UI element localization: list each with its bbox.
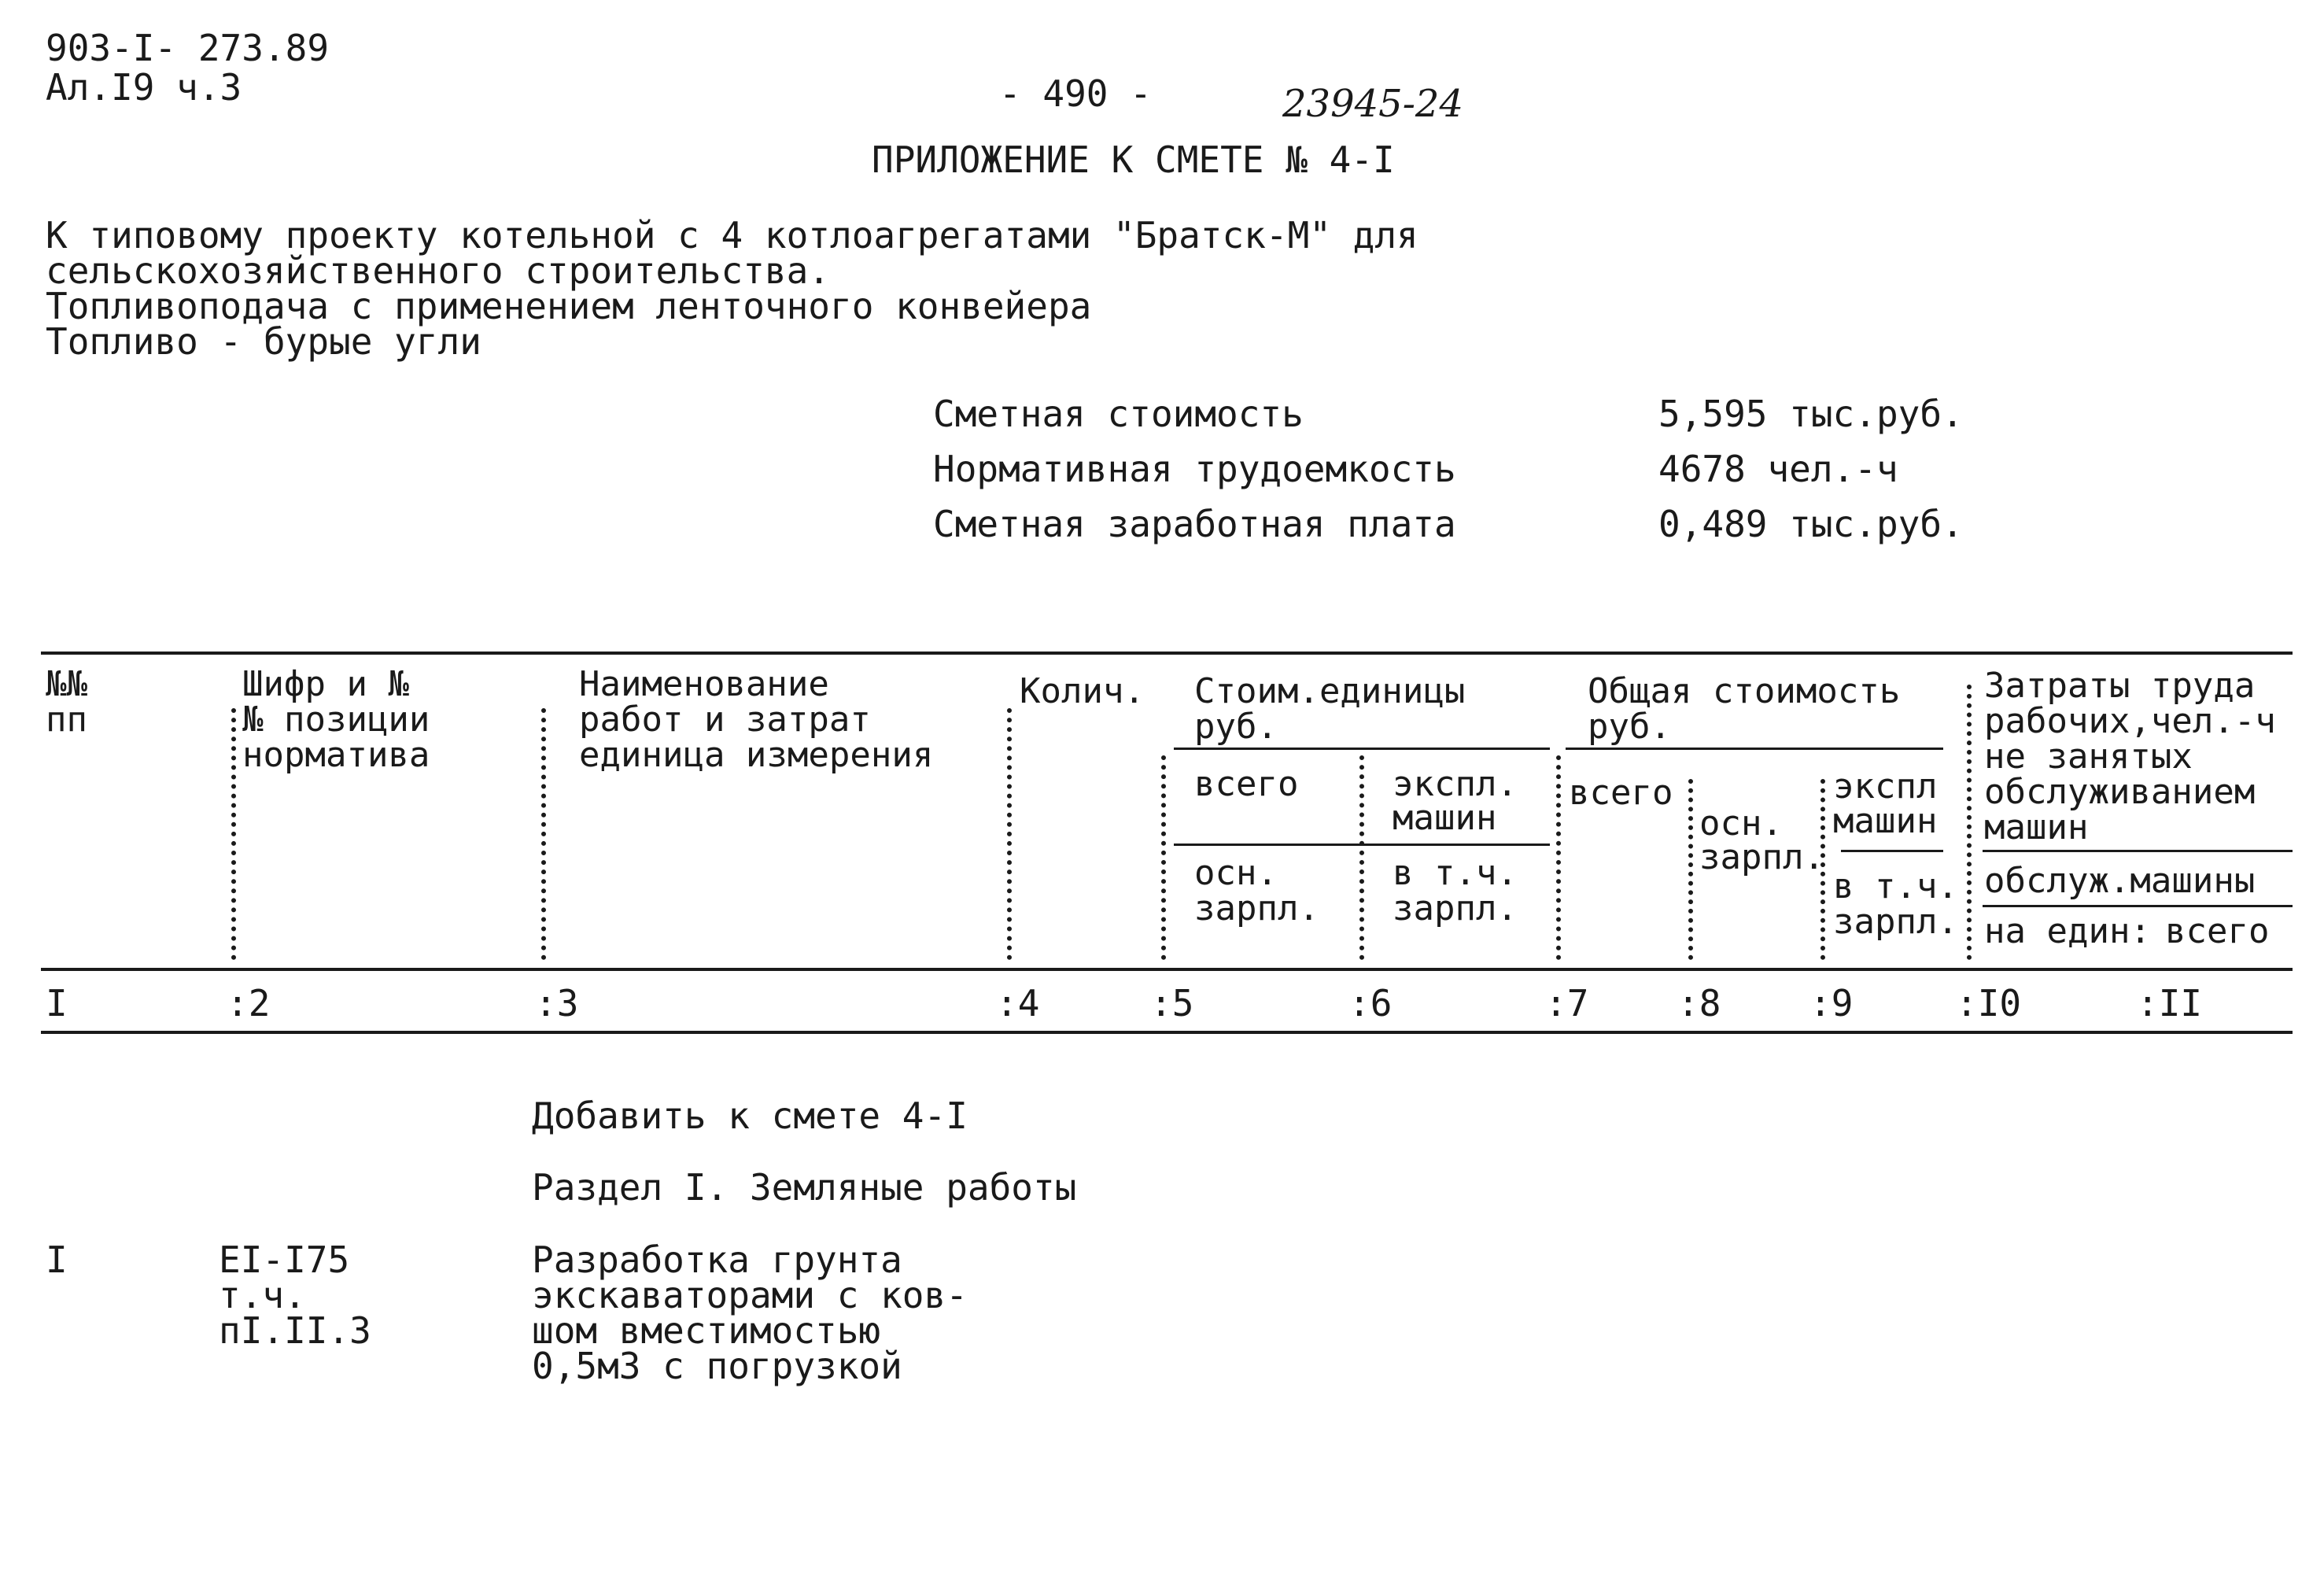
total-sub-rule	[1841, 850, 1943, 852]
colnum-9: :9	[1809, 982, 1854, 1024]
hdr-labor-3: не занятых	[1984, 736, 2193, 777]
hdr-unit-cost-2: руб.	[1194, 707, 1278, 747]
document-title: ПРИЛОЖЕНИЕ К СМЕТЕ № 4-I	[872, 138, 1395, 181]
hdr-total-all: всего	[1569, 773, 1673, 813]
hdr-unit-wage-2: зарпл.	[1194, 888, 1319, 928]
header-bottom-rule	[41, 968, 2293, 971]
album-ref: Ал.I9 ч.3	[46, 66, 242, 109]
hdr-labor-service: обслуж.машины	[1984, 861, 2256, 901]
labor-rule-1	[1983, 850, 2293, 852]
hdr-labor-per-unit: на един:	[1984, 911, 2151, 951]
intro-line-4: Топливо - бурые угли	[46, 320, 481, 363]
hdr-name-2: работ и затрат	[579, 700, 871, 740]
hdr-num-1: №№	[46, 664, 87, 704]
total-cost-rule	[1566, 748, 1943, 750]
hdr-labor-total: всего	[2165, 911, 2270, 951]
hdr-unit-total: всего	[1194, 764, 1299, 804]
row-number: I	[46, 1239, 68, 1281]
hdr-total-incl-2: зарпл.	[1833, 902, 1958, 942]
hdr-unit-incl-2: зарпл.	[1393, 888, 1518, 928]
hdr-code-2: № позиции	[242, 700, 430, 740]
colnum-6: :6	[1348, 982, 1393, 1024]
col-sep-2	[231, 708, 236, 960]
unit-cost-rule	[1174, 748, 1550, 750]
hdr-total-machine-2: машин	[1833, 801, 1938, 841]
hdr-num-2: пп	[46, 700, 87, 740]
hdr-total-wage-1: осн.	[1699, 803, 1783, 844]
colnum-5: :5	[1150, 982, 1194, 1024]
colnum-10: :I0	[1956, 982, 2022, 1024]
summary-value-cost: 5,595 тыс.руб.	[1658, 393, 1964, 435]
col-sep-3	[541, 708, 546, 960]
hdr-total-machine-1: экспл	[1833, 766, 1938, 807]
colnum-7: :7	[1545, 982, 1589, 1024]
colnum-1: I	[46, 982, 68, 1024]
labor-rule-2	[1983, 905, 2293, 907]
section-title: Раздел I. Земляные работы	[532, 1166, 1077, 1209]
intro-line-3: Топливоподача с применением ленточного конвейера	[46, 285, 1092, 327]
hdr-total-cost-1: Общая стоимость	[1588, 671, 1901, 711]
col-sep-5	[1161, 755, 1166, 960]
hdr-name-1: Наименование	[579, 664, 829, 704]
hdr-qty: Колич.	[1020, 671, 1145, 711]
colnum-2: :2	[227, 982, 271, 1024]
page-number: - 490 -	[999, 72, 1152, 115]
hdr-unit-wage-1: осн.	[1194, 853, 1278, 893]
row-code-3: пI.II.3	[219, 1309, 371, 1352]
add-note: Добавить к смете 4-I	[532, 1095, 968, 1137]
colnum-3: :3	[535, 982, 579, 1024]
row-code-2: т.ч.	[219, 1274, 306, 1316]
colnum-bottom-rule	[41, 1031, 2293, 1034]
hdr-total-wage-2: зарпл.	[1699, 837, 1824, 877]
hdr-code-1: Шифр и №	[242, 664, 409, 704]
row-name-3: шом вместимостью	[532, 1309, 881, 1352]
summary-label-cost: Сметная стоимость	[933, 393, 1304, 435]
summary-value-labor: 4678 чел.-ч	[1658, 448, 1898, 490]
col-sep-8	[1688, 779, 1693, 960]
col-sep-4	[1007, 708, 1012, 960]
col-sep-10	[1967, 685, 1972, 960]
row-name-1: Разработка грунта	[532, 1239, 902, 1281]
colnum-8: :8	[1677, 982, 1721, 1024]
handwritten-number: 23945-24	[1282, 82, 1463, 126]
row-code-1: EI-I75	[219, 1239, 350, 1281]
hdr-unit-machine-1: экспл.	[1393, 764, 1518, 804]
colnum-4: :4	[996, 982, 1040, 1024]
col-sep-6	[1359, 755, 1364, 960]
hdr-code-3: норматива	[242, 735, 430, 775]
hdr-labor-2: рабочих,чел.-ч	[1984, 701, 2276, 741]
row-name-2: экскаваторами с ков-	[532, 1274, 968, 1316]
summary-value-wage: 0,489 тыс.руб.	[1658, 503, 1964, 545]
colnum-11: :II	[2137, 982, 2203, 1024]
hdr-unit-cost-1: Стоим.единицы	[1194, 671, 1466, 711]
col-sep-7	[1556, 755, 1561, 960]
hdr-unit-machine-2: машин	[1393, 798, 1497, 838]
hdr-total-cost-2: руб.	[1588, 707, 1671, 747]
hdr-labor-5: машин	[1984, 807, 2089, 847]
table-top-rule	[41, 652, 2293, 655]
summary-label-labor: Нормативная трудоемкость	[933, 448, 1456, 490]
document-code: 903-I- 273.89	[46, 27, 330, 69]
hdr-unit-incl-1: в т.ч.	[1393, 853, 1518, 893]
intro-line-2: сельскохозяйственного строительства.	[46, 249, 830, 292]
row-name-4: 0,5м3 с погрузкой	[532, 1345, 902, 1387]
intro-line-1: К типовому проекту котельной с 4 котлоагрегатами "Братск-М" для	[46, 214, 1418, 257]
hdr-total-incl-1: в т.ч.	[1833, 866, 1958, 906]
hdr-name-3: единица измерения	[579, 735, 934, 775]
hdr-labor-1: Затраты труда	[1984, 666, 2256, 706]
hdr-labor-4: обслуживанием	[1984, 772, 2256, 812]
summary-label-wage: Сметная заработная плата	[933, 503, 1456, 545]
